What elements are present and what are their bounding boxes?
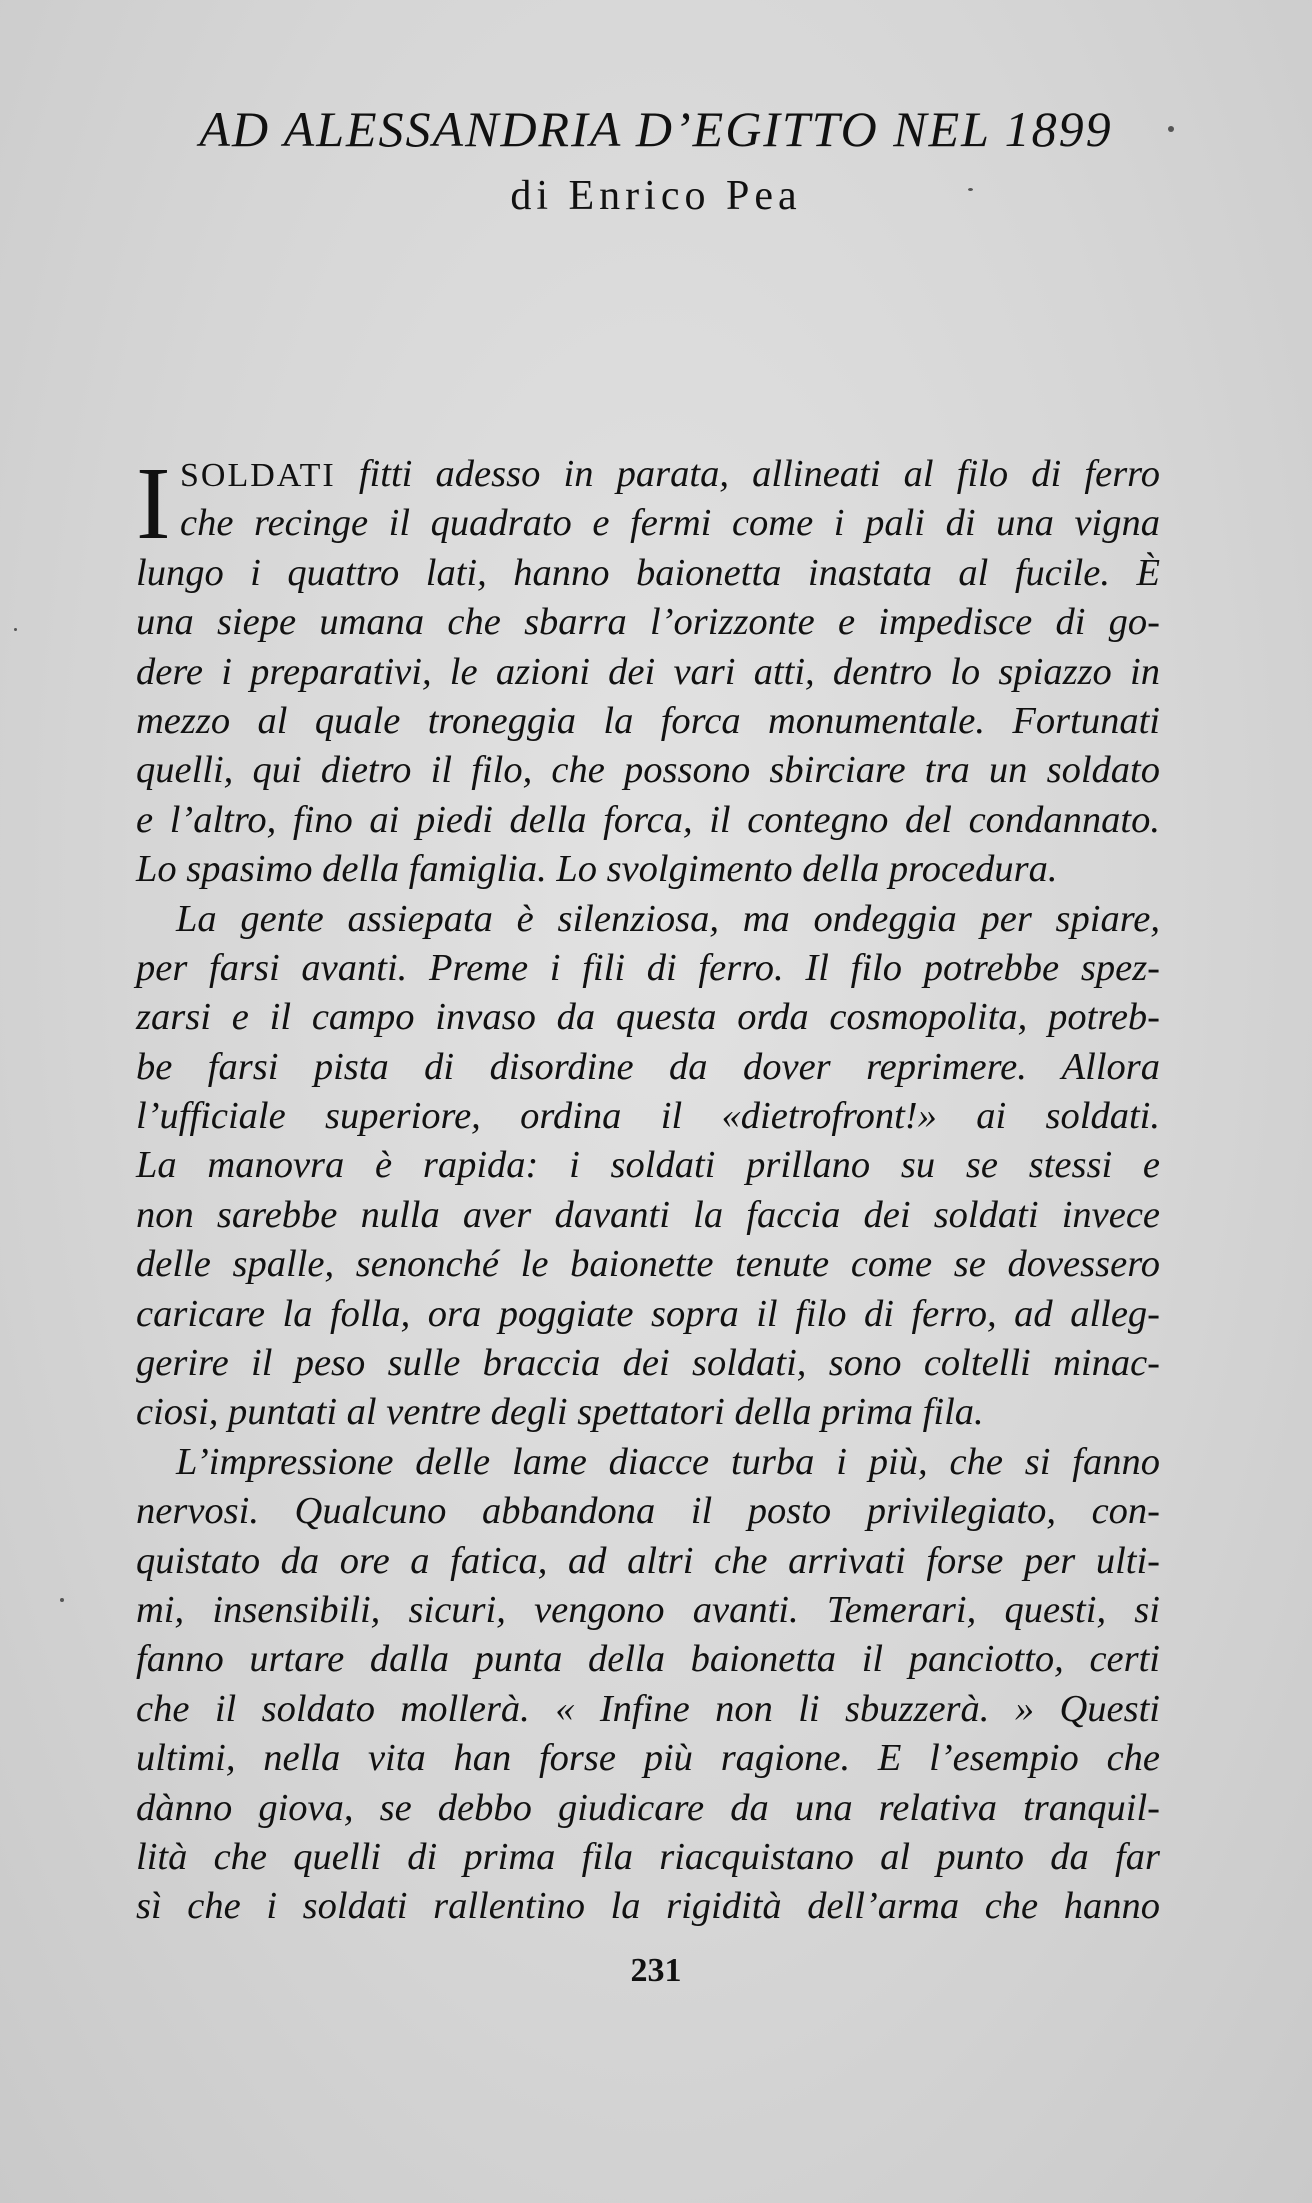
text-line: zarsi e il campo invaso da questa orda cosmopolita, potreb- (136, 996, 1160, 1039)
text-line: lungo i quattro lati, hanno baionetta inastata al fucile. È (136, 551, 1160, 594)
text-line: una siepe umana che sbarra l’orizzonte e impedisce di go- (136, 601, 1160, 644)
text-line: gerire il peso sulle braccia dei soldati, sono coltelli minac- (136, 1342, 1160, 1385)
text-line: L’impressione delle lame diacce turba i più, che si fanno (176, 1440, 1160, 1483)
text-line: delle spalle, senonché le baionette tenute come se dovessero (136, 1243, 1160, 1286)
text-line: La manovra è rapida: i soldati prillano su se stessi e (136, 1144, 1160, 1187)
opening-small-caps: SOLDATI (180, 457, 336, 494)
text-line: ciosi, puntati al ventre degli spettatori della prima fila. (136, 1391, 984, 1434)
paper-speck (60, 1598, 64, 1602)
text-line: Lo spasimo della famiglia. Lo svolgimento della procedura. (136, 848, 1058, 891)
paper-speck (968, 188, 973, 191)
text-line: nervosi. Qualcuno abbandona il posto privilegiato, con- (136, 1490, 1160, 1533)
body-text (136, 446, 1160, 1932)
text-line: be farsi pista di disordine da dover reprimere. Allora (136, 1045, 1160, 1088)
text-line: dere i preparativi, le azioni dei vari atti, dentro lo spiazzo in (136, 650, 1160, 693)
text-line: mi, insensibili, sicuri, vengono avanti. Temerari, questi, si (136, 1588, 1160, 1631)
text-line: sì che i soldati rallentino la rigidità dell’arma che hanno (136, 1885, 1160, 1928)
text-line: fanno urtare dalla punta della baionetta il panciotto, certi (136, 1638, 1160, 1681)
text-line: dànno giova, se debbo giudicare da una relativa tranquil- (136, 1786, 1160, 1829)
text-line: non sarebbe nulla aver davanti la faccia dei soldati invece (136, 1193, 1160, 1236)
text-line: che recinge il quadrato e fermi come i pali di una vigna (180, 502, 1160, 545)
paper-speck (14, 628, 17, 631)
text-line: La gente assiepata è silenziosa, ma ondeggia per spiare, (176, 897, 1160, 940)
author-byline: di Enrico Pea (510, 173, 802, 219)
text-line: ultimi, nella vita han forse più ragione. E l’esempio che (136, 1737, 1160, 1780)
text-line: e l’altro, fino ai piedi della forca, il contegno del condannato. (136, 798, 1160, 841)
text-line: caricare la folla, ora poggiate sopra il filo di ferro, ad alleg- (136, 1292, 1160, 1335)
line-text: fitti adesso in parata, allineati al filo di ferro (335, 453, 1160, 495)
text-line (136, 450, 1160, 499)
text-line: che il soldato mollerà. « Infine non li sbuzzerà. » Questi (136, 1687, 1160, 1730)
text-line: mezzo al quale troneggia la forca monumentale. Fortunati (136, 699, 1160, 742)
drop-cap: I (136, 446, 171, 561)
text-line: quelli, qui dietro il filo, che possono sbirciare tra un soldato (136, 749, 1160, 792)
chapter-title: AD ALESSANDRIA D’EGITTO NEL 1899 (199, 101, 1113, 157)
paper-speck (1168, 126, 1174, 132)
text-line: per farsi avanti. Preme i fili di ferro. Il filo potrebbe spez- (136, 946, 1160, 989)
text-line: quistato da ore a fatica, ad altri che arrivati forse per ulti- (136, 1539, 1160, 1582)
text-line: l’ufficiale superiore, ordina il «dietrofront!» ai soldati. (136, 1095, 1160, 1138)
page-number: 231 (630, 1952, 682, 1989)
text-line: lità che quelli di prima fila riacquistano al punto da far (136, 1835, 1160, 1878)
